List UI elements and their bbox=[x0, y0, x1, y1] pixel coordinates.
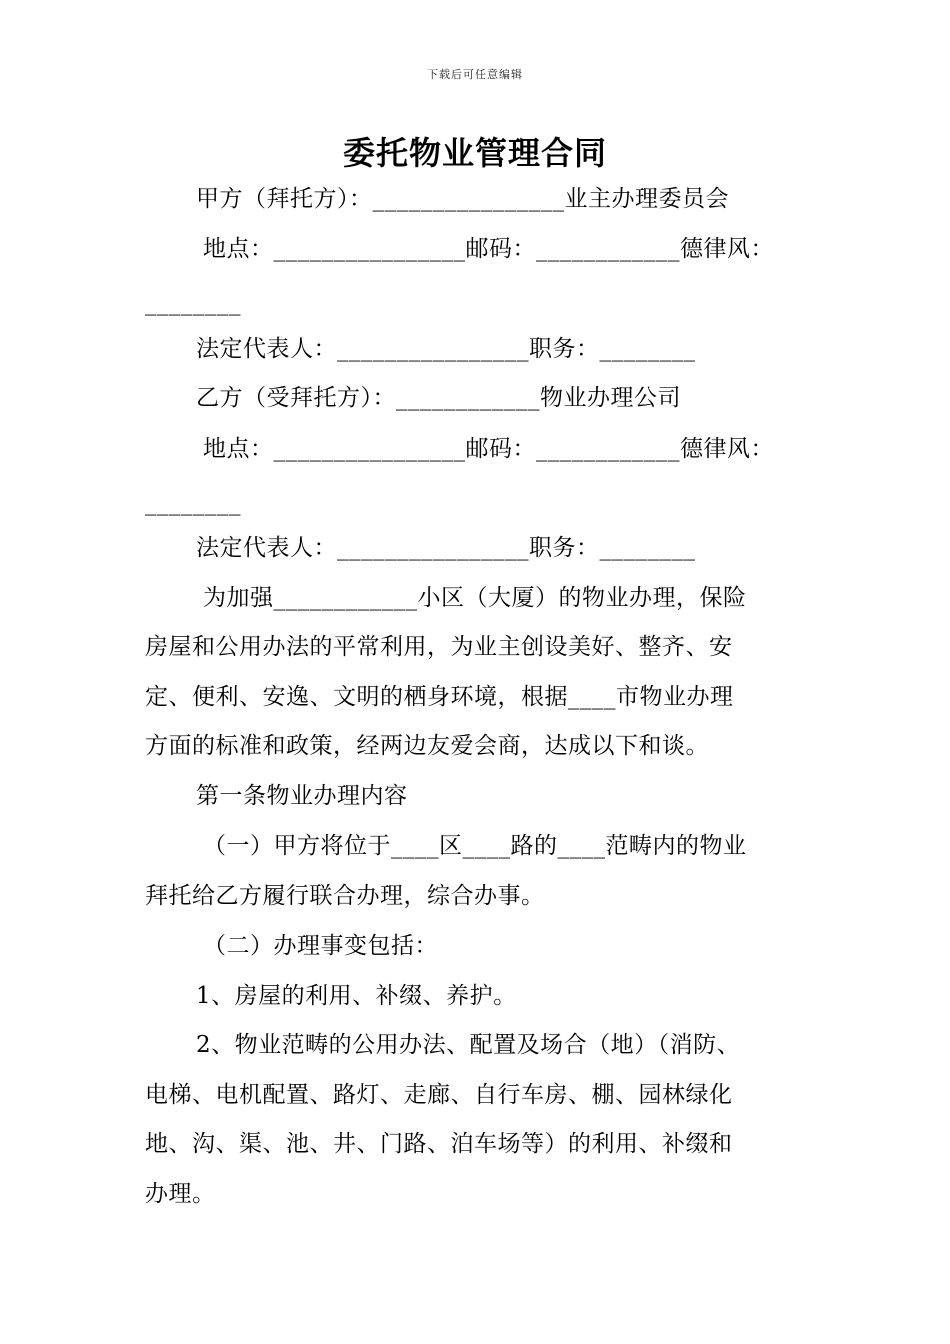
party-b-address-line: 地点：________________邮码：____________德律风： bbox=[203, 436, 774, 462]
header-note: 下载后可任意编辑 bbox=[427, 68, 523, 81]
preamble-line-1: 为加强____________小区（大厦）的物业办理，保险 bbox=[203, 585, 747, 611]
party-b-line: 乙方（受拜托方）：____________物业办理公司 bbox=[196, 385, 681, 411]
item-2-line-1: 2、物业范畴的公用办法、配置及场合（地）（消防、 bbox=[196, 1032, 741, 1058]
party-a-representative-line: 法定代表人：________________职务：________ bbox=[196, 336, 696, 362]
item-2-line-3: 地、沟、渠、池、井、门路、泊车场等）的利用、补缀和 bbox=[145, 1131, 733, 1157]
party-b-phone-blank: ________ bbox=[145, 490, 241, 516]
item-2-line-2: 电梯、电机配置、路灯、走廊、自行车房、棚、园林绿化 bbox=[145, 1082, 733, 1108]
preamble-line-3: 定、便利、安逸、文明的栖身环境，根据____市物业办理 bbox=[145, 684, 734, 710]
party-a-line: 甲方（拜托方）：________________业主办理委员会 bbox=[196, 186, 729, 212]
preamble-line-4: 方面的标准和政策，经两边友爱会商，达成以下和谈。 bbox=[145, 733, 709, 759]
party-b-representative-line: 法定代表人：________________职务：________ bbox=[196, 535, 696, 561]
party-a-phone-blank: ________ bbox=[145, 290, 241, 316]
clause-2-heading: （二）办理事变包括： bbox=[203, 933, 438, 959]
item-2-line-4: 办理。 bbox=[145, 1181, 216, 1207]
party-a-address-line: 地点：________________邮码：____________德律风： bbox=[203, 236, 774, 262]
article-1-heading: 第一条物业办理内容 bbox=[196, 783, 408, 809]
clause-1-line-2: 拜托给乙方履行联合办理，综合办事。 bbox=[145, 883, 545, 909]
item-1: 1、房屋的利用、补缀、养护。 bbox=[196, 983, 517, 1009]
document-title: 委托物业管理合同 bbox=[342, 134, 607, 172]
preamble-line-2: 房屋和公用办法的平常利用，为业主创设美好、整齐、安 bbox=[145, 634, 733, 660]
clause-1-line-1: （一）甲方将位于____区____路的____范畴内的物业 bbox=[203, 833, 747, 859]
